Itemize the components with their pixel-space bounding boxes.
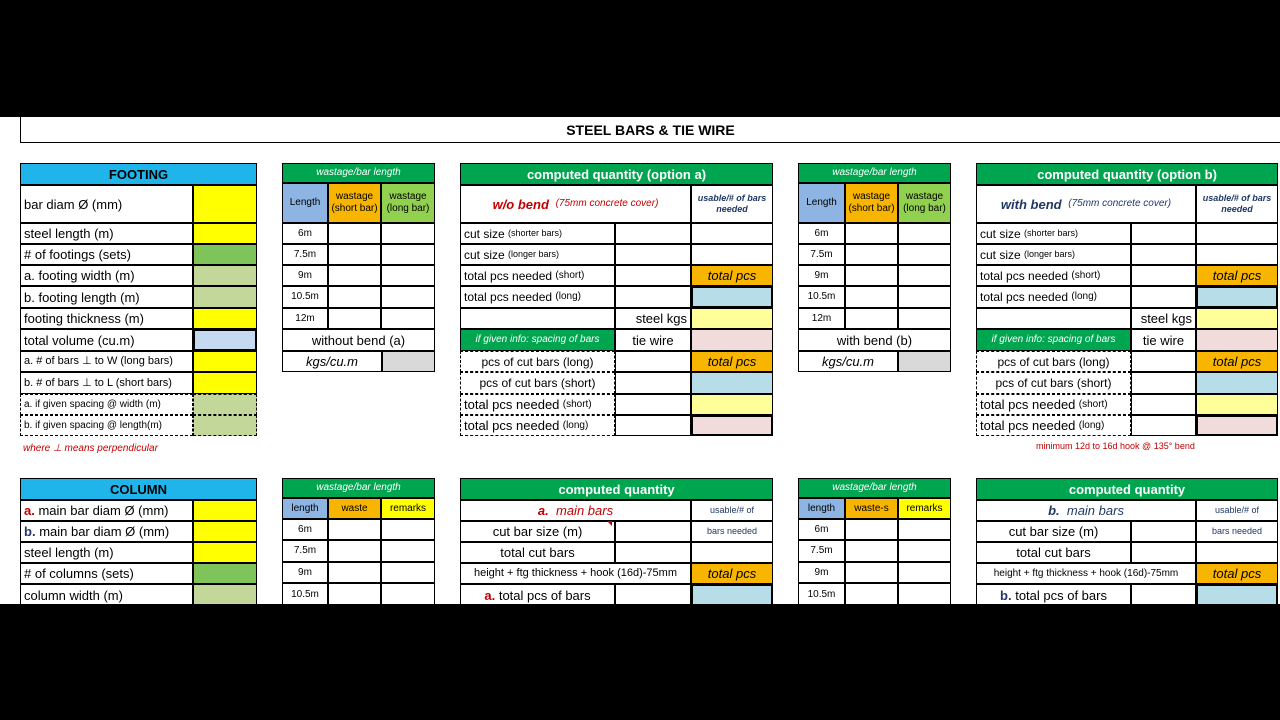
wastage-a-length: 10.5m [282, 286, 328, 308]
wastage-a-kgs-label: kgs/cu.m [282, 351, 382, 372]
col-computed-b-total-cut-label: total cut bars [976, 542, 1131, 563]
option-a-blank-cell [460, 308, 615, 329]
wastage-b-length: 6m [798, 223, 845, 244]
option-b-total-pcs2-value [1196, 372, 1278, 394]
option-a-total-long2-value[interactable] [615, 415, 691, 436]
footing-label-steel-length: steel length (m) [20, 223, 193, 244]
wastage-b-long-cell[interactable] [898, 265, 951, 286]
wastage-a-length: 7.5m [282, 244, 328, 265]
option-a-steel-kgs-value [691, 308, 773, 329]
col-wastage-b-remarks-cell[interactable] [898, 583, 951, 604]
wastage-a-short-cell[interactable] [328, 265, 381, 286]
wastage-a-col-short: wastage (short bar) [328, 183, 381, 223]
option-b-total-long-value[interactable] [1131, 286, 1196, 308]
col-wastage-b-length: 9m [798, 562, 845, 583]
footing-input-bars-w[interactable] [193, 351, 257, 372]
wastage-a-length: 9m [282, 265, 328, 286]
option-b-total-short-label: total pcs needed (short) [976, 265, 1131, 286]
col-wastage-a-length: 9m [282, 562, 328, 583]
column-label-main-a: a. main bar diam Ø (mm) [20, 500, 193, 521]
col-wastage-a-remarks-cell[interactable] [381, 583, 435, 604]
col-computed-b-title-cell: b. main bars [976, 500, 1196, 521]
wastage-a-length: 12m [282, 308, 328, 329]
option-b-total-long-label: total pcs needed (long) [976, 286, 1131, 308]
option-b-total-long2-label: total pcs needed (long) [976, 415, 1131, 436]
footing-input-num-footings[interactable] [193, 244, 257, 265]
col-computed-b-total-cut-usable[interactable] [1196, 542, 1278, 563]
footing-input-bars-l[interactable] [193, 372, 257, 394]
wastage-b-length: 7.5m [798, 244, 845, 265]
col-computed-b-total-bars-label: b. total pcs of bars [976, 584, 1131, 604]
wastage-b-kgs-label: kgs/cu.m [798, 351, 898, 372]
col-computed-b-cut-bar-label: cut bar size (m) [976, 521, 1131, 542]
wastage-b-long-cell[interactable] [898, 308, 951, 329]
option-a-total-pcs-value [691, 286, 773, 308]
option-a-total-long-value[interactable] [615, 286, 691, 308]
col-computed-a-total-cut-value[interactable] [615, 542, 691, 563]
footing-label-volume: total volume (cu.m) [20, 329, 193, 351]
col-wastage-a-waste-cell[interactable] [328, 583, 381, 604]
option-b-total-pcs2-label: total pcs [1196, 351, 1278, 372]
column-input-main-b[interactable] [193, 521, 257, 542]
wastage-a-short-cell[interactable] [328, 286, 381, 308]
option-a-usable: usable/# of bars needed [691, 185, 773, 223]
col-wastage-b-col-length: length [798, 498, 845, 519]
option-b-total-short-value[interactable] [1131, 265, 1196, 286]
column-label-num-columns: # of columns (sets) [20, 563, 193, 584]
col-wastage-b-waste-cell[interactable] [845, 519, 898, 540]
footing-label-num-footings: # of footings (sets) [20, 244, 193, 265]
col-wastage-b-col-waste: waste-s [845, 498, 898, 519]
col-wastage-a-remarks-cell[interactable] [381, 519, 435, 540]
option-a-subtitle: (75mm concrete cover) [555, 198, 659, 209]
comment-marker-icon [607, 521, 612, 526]
col-computed-a-total-pcs-label: total pcs [691, 563, 773, 584]
column-input-steel-length[interactable] [193, 542, 257, 563]
option-b-steel-kgs-value [1196, 308, 1278, 329]
option-a-pcs-cut-long-label: pcs of cut bars (long) [460, 351, 615, 372]
option-a-pcs-cut-long-value[interactable] [615, 351, 691, 372]
col-wastage-b-length: 7.5m [798, 540, 845, 562]
col-computed-a-total-bars-value[interactable] [615, 584, 691, 604]
wastage-a-long-cell[interactable] [381, 244, 435, 265]
wastage-a-long-cell[interactable] [381, 286, 435, 308]
option-a-spacing-info: if given info: spacing of bars [460, 329, 615, 351]
option-a-pcs-cut-short-value[interactable] [615, 372, 691, 394]
wastage-b-col-long: wastage (long bar) [898, 183, 951, 223]
option-b-total-pcs-value [1196, 286, 1278, 308]
footing-input-width[interactable] [193, 265, 257, 286]
option-a-total-pcs2-label: total pcs [691, 351, 773, 372]
option-a-total-short2-label: total pcs needed (short) [460, 394, 615, 415]
option-a-tie-wire-value [691, 329, 773, 351]
col-wastage-a-remarks-cell[interactable] [381, 540, 435, 562]
col-wastage-a-length: 6m [282, 519, 328, 540]
option-a-steel-kgs-label: steel kgs [615, 308, 691, 329]
column-label-main-b: b. main bar diam Ø (mm) [20, 521, 193, 542]
footing-input-length[interactable] [193, 286, 257, 308]
option-b-tie-wire-label: tie wire [1131, 329, 1196, 351]
option-a-total-short2-value[interactable] [615, 394, 691, 415]
option-b-cut-short-usable[interactable] [1196, 223, 1278, 244]
col-wastage-b-col-remarks: remarks [898, 498, 951, 519]
option-b-steel-kgs-label: steel kgs [1131, 308, 1196, 329]
col-computed-b-total-pcs-label: total pcs [1196, 563, 1278, 584]
wastage-b-short-cell[interactable] [845, 244, 898, 265]
col-wastage-a-col-waste: waste [328, 498, 381, 519]
col-wastage-b-remarks-cell[interactable] [898, 519, 951, 540]
option-a-header: computed quantity (option a) [460, 163, 773, 185]
option-b-subtitle: (75mm concrete cover) [1068, 198, 1172, 209]
column-header: COLUMN [20, 478, 257, 500]
footing-label-length: b. footing length (m) [20, 286, 193, 308]
col-wastage-a-length: 7.5m [282, 540, 328, 562]
option-b-header: computed quantity (option b) [976, 163, 1278, 185]
col-computed-b-total-cut-value[interactable] [1131, 542, 1196, 563]
col-wastage-a-col-remarks: remarks [381, 498, 435, 519]
footing-input-spacing-w[interactable] [193, 394, 257, 415]
option-b-total-short2-result [1196, 394, 1278, 415]
col-wastage-b-length: 10.5m [798, 583, 845, 604]
option-b-total-short2-value[interactable] [1131, 394, 1196, 415]
option-b-pcs-cut-short-value[interactable] [1131, 372, 1196, 394]
col-computed-a-cut-bar-value[interactable] [615, 521, 691, 542]
col-computed-b-usable-2: bars needed [1196, 521, 1278, 542]
option-a-title: w/o bend [492, 196, 549, 212]
footing-label-thickness: footing thickness (m) [20, 308, 193, 329]
wastage-b-long-cell[interactable] [898, 244, 951, 265]
option-a-cut-long-value[interactable] [615, 244, 691, 265]
option-a-total-pcs-label: total pcs [691, 265, 773, 286]
option-b-title: with bend [1000, 196, 1062, 212]
option-a-cut-short-value[interactable] [615, 223, 691, 244]
wastage-b-length: 10.5m [798, 286, 845, 308]
col-computed-a-cut-bar-label: cut bar size (m) [460, 521, 615, 542]
option-b-cut-long-value[interactable] [1131, 244, 1196, 265]
option-a-total-long-label: total pcs needed (long) [460, 286, 615, 308]
wastage-b-length: 9m [798, 265, 845, 286]
option-a-cut-short-label: cut size (shorter bars) [460, 223, 615, 244]
col-wastage-a-col-length: length [282, 498, 328, 519]
wastage-a-short-cell[interactable] [328, 308, 381, 329]
option-b-cut-short-value[interactable] [1131, 223, 1196, 244]
option-b-usable: usable/# of bars needed [1196, 185, 1278, 223]
col-computed-b-total-pcs-value [1196, 584, 1278, 604]
col-computed-a-title-cell: a. main bars [460, 500, 691, 521]
wastage-b-kgs-value [898, 351, 951, 372]
wastage-b-short-cell[interactable] [845, 223, 898, 244]
col-computed-a-header: computed quantity [460, 478, 773, 500]
option-a-title-cell [460, 185, 691, 223]
col-wastage-b-remarks-cell[interactable] [898, 540, 951, 562]
spreadsheet-area [0, 117, 1280, 604]
footing-label-spacing-w: a. if given spacing @ width (m) [20, 394, 193, 415]
col-computed-b-header: computed quantity [976, 478, 1278, 500]
option-b-blank-cell [976, 308, 1131, 329]
wastage-b-col-length: Length [798, 183, 845, 223]
wastage-a-header: wastage/bar length [282, 163, 435, 183]
wastage-b-short-cell[interactable] [845, 265, 898, 286]
col-wastage-a-length: 10.5m [282, 583, 328, 604]
option-b-total-long2-value[interactable] [1131, 415, 1196, 436]
option-a-tie-wire-label: tie wire [615, 329, 691, 351]
wastage-b-short-cell[interactable] [845, 286, 898, 308]
col-computed-a-formula: height + ftg thickness + hook (16d)-75mm [460, 563, 691, 584]
wastage-b-long-cell[interactable] [898, 286, 951, 308]
option-a-total-short2-result [691, 394, 773, 415]
column-input-num-columns[interactable] [193, 563, 257, 584]
footing-output-volume [193, 329, 257, 351]
col-wastage-b-waste-cell[interactable] [845, 562, 898, 583]
footing-header: FOOTING [20, 163, 257, 185]
col-wastage-b-header: wastage/bar length [798, 478, 951, 498]
col-computed-a-total-cut-label: total cut bars [460, 542, 615, 563]
footing-note: where ⊥ means perpendicular [23, 443, 158, 454]
option-a-cut-short-usable[interactable] [691, 223, 773, 244]
col-computed-a-usable-1: usable/# of [691, 500, 773, 521]
wastage-a-col-length: Length [282, 183, 328, 223]
wastage-b-length: 12m [798, 308, 845, 329]
col-computed-b-usable-1: usable/# of [1196, 500, 1278, 521]
col-wastage-a-waste-cell[interactable] [328, 519, 381, 540]
wastage-a-long-cell[interactable] [381, 223, 435, 244]
option-b-cut-long-usable[interactable] [1196, 244, 1278, 265]
wastage-b-short-cell[interactable] [845, 308, 898, 329]
wastage-a-kgs-value [382, 351, 435, 372]
option-a-cut-long-label: cut size (longer bars) [460, 244, 615, 265]
col-computed-b-formula: height + ftg thickness + hook (16d)-75mm [976, 563, 1196, 584]
footing-label-spacing-l: b. if given spacing @ length(m) [20, 415, 193, 436]
column-label-width: column width (m) [20, 584, 193, 604]
col-wastage-b-remarks-cell[interactable] [898, 562, 951, 583]
footing-input-bar-diam[interactable] [193, 185, 257, 223]
footing-input-thickness[interactable] [193, 308, 257, 329]
option-a-total-short-value[interactable] [615, 265, 691, 286]
col-wastage-b-waste-cell[interactable] [845, 583, 898, 604]
option-b-pcs-cut-short-label: pcs of cut bars (short) [976, 372, 1131, 394]
wastage-a-long-cell[interactable] [381, 265, 435, 286]
col-wastage-a-waste-cell[interactable] [328, 562, 381, 583]
footing-label-bars-w: a. # of bars ⊥ to W (long bars) [20, 351, 193, 372]
col-wastage-a-waste-cell[interactable] [328, 540, 381, 562]
wastage-a-col-long: wastage (long bar) [381, 183, 435, 223]
option-b-cut-short-label: cut size (shorter bars) [976, 223, 1131, 244]
option-b-total-short2-label: total pcs needed (short) [976, 394, 1131, 415]
option-a-total-pcs2-value [691, 372, 773, 394]
option-b-title-cell [976, 185, 1196, 223]
wastage-a-short-cell[interactable] [328, 223, 381, 244]
wastage-a-long-cell[interactable] [381, 308, 435, 329]
option-b-pcs-cut-long-label: pcs of cut bars (long) [976, 351, 1131, 372]
column-label-steel-length: steel length (m) [20, 542, 193, 563]
option-b-total-pcs-label: total pcs [1196, 265, 1278, 286]
col-wastage-b-waste-cell[interactable] [845, 540, 898, 562]
option-a-total-long2-label: total pcs needed (long) [460, 415, 615, 436]
col-computed-a-total-cut-usable[interactable] [691, 542, 773, 563]
wastage-b-bend-label: with bend (b) [798, 329, 951, 351]
col-wastage-a-remarks-cell[interactable] [381, 562, 435, 583]
footing-label-bar-diam: bar diam Ø (mm) [20, 185, 193, 223]
column-input-width[interactable] [193, 584, 257, 604]
sheet-title: STEEL BARS & TIE WIRE [20, 117, 1280, 143]
col-computed-a-total-bars-label: a. total pcs of bars [460, 584, 615, 604]
option-b-total-long2-result [1196, 415, 1278, 436]
col-computed-b-total-bars-value[interactable] [1131, 584, 1196, 604]
wastage-b-header: wastage/bar length [798, 163, 951, 183]
wastage-a-length: 6m [282, 223, 328, 244]
option-a-cut-long-usable[interactable] [691, 244, 773, 265]
footing-label-bars-l: b. # of bars ⊥ to L (short bars) [20, 372, 193, 394]
col-computed-b-cut-bar-value[interactable] [1131, 521, 1196, 542]
col-computed-a-total-pcs-value [691, 584, 773, 604]
option-a-total-short-label: total pcs needed (short) [460, 265, 615, 286]
wastage-b-long-cell[interactable] [898, 223, 951, 244]
wastage-a-short-cell[interactable] [328, 244, 381, 265]
footing-label-width: a. footing width (m) [20, 265, 193, 286]
footing-input-spacing-l[interactable] [193, 415, 257, 436]
column-input-main-a[interactable] [193, 500, 257, 521]
option-b-note: minimum 12d to 16d hook @ 135° bend [1036, 441, 1195, 451]
footing-input-steel-length[interactable] [193, 223, 257, 244]
option-b-pcs-cut-long-value[interactable] [1131, 351, 1196, 372]
option-b-spacing-info: if given info: spacing of bars [976, 329, 1131, 351]
wastage-a-bend-label: without bend (a) [282, 329, 435, 351]
col-wastage-b-length: 6m [798, 519, 845, 540]
option-b-cut-long-label: cut size (longer bars) [976, 244, 1131, 265]
col-wastage-a-header: wastage/bar length [282, 478, 435, 498]
option-a-pcs-cut-short-label: pcs of cut bars (short) [460, 372, 615, 394]
wastage-b-col-short: wastage (short bar) [845, 183, 898, 223]
option-b-tie-wire-value [1196, 329, 1278, 351]
option-a-total-long2-result [691, 415, 773, 436]
col-computed-a-usable-2: bars needed [691, 521, 773, 542]
